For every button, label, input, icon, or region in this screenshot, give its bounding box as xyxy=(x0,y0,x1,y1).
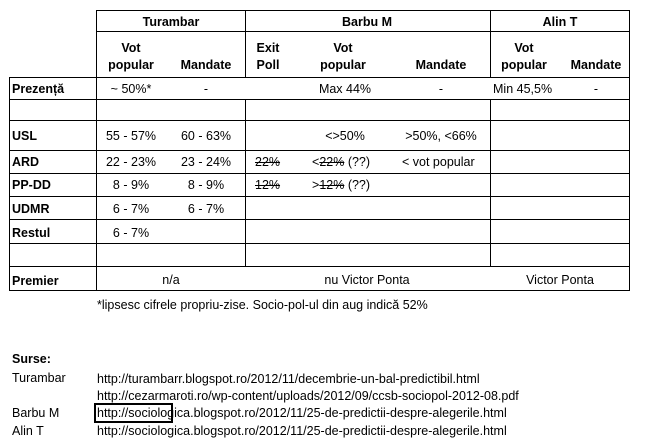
subheader-barbu-vot: popular xyxy=(320,58,366,72)
cell-ard-turambar-mandate: 23 - 24% xyxy=(180,155,232,169)
grid-line xyxy=(9,290,629,291)
row-label-ard: ARD xyxy=(12,155,40,169)
header-turambar: Turambar xyxy=(142,15,200,29)
cell-ard-barbu-vot-prefix: < xyxy=(312,155,320,169)
cell-ard-turambar-vot: 22 - 23% xyxy=(105,155,157,169)
footnote: *lipsesc cifrele propriu-zise. Socio-pol-ul din aug indică 52% xyxy=(97,298,428,312)
cell-premier-alin: Victor Ponta xyxy=(526,273,594,287)
cell-selection-box xyxy=(94,403,173,423)
cell-ppdd-turambar-mandate: 8 - 9% xyxy=(187,178,225,192)
grid-line xyxy=(9,173,629,174)
cell-ard-barbu-exit: 22% xyxy=(255,155,281,169)
grid-line xyxy=(490,99,491,267)
cell-premier-turambar: n/a xyxy=(162,273,180,287)
cell-usl-barbu-mandate: >50%, <66% xyxy=(405,129,477,143)
subheader-barbu-vot: Vot xyxy=(333,41,353,55)
grid-line xyxy=(96,31,629,32)
cell-ppdd-barbu-vot-suffix: (??) xyxy=(344,178,371,192)
cell-prezenta-barbu-vot: Max 44% xyxy=(318,82,372,96)
grid-line xyxy=(96,10,629,11)
cell-usl-barbu-vot: <>50% xyxy=(325,129,365,143)
grid-line xyxy=(9,77,10,291)
grid-line xyxy=(9,77,629,78)
subheader-alin-mandate: Mandate xyxy=(570,58,622,72)
cell-prezenta-turambar-mandate: - xyxy=(203,82,209,96)
cell-ppdd-barbu-vot-prefix: > xyxy=(312,178,320,192)
cell-prezenta-alin-vot: Min 45,5% xyxy=(493,82,553,96)
subheader-turambar-mandate: Mandate xyxy=(180,58,232,72)
row-label-premier: Premier xyxy=(12,274,59,288)
grid-line xyxy=(9,150,629,151)
subheader-barbu-exit: Exit xyxy=(256,41,280,55)
subheader-barbu-exit: Poll xyxy=(256,58,280,72)
row-label-udmr: UDMR xyxy=(12,202,50,216)
subheader-alin-vot: popular xyxy=(501,58,547,72)
cell-ard-barbu-mandate: < vot popular xyxy=(402,155,475,169)
source-url[interactable]: http://cezarmaroti.ro/wp-content/uploads/2012/09/ccsb-sociopol-2012-08.pdf xyxy=(97,389,519,403)
cell-ard-barbu-vot-struck: 22% xyxy=(319,155,345,169)
source-name: Barbu M xyxy=(12,406,60,420)
source-name: Alin T xyxy=(12,424,44,438)
cell-usl-turambar-mandate: 60 - 63% xyxy=(180,129,232,143)
subheader-turambar-vot: Vot xyxy=(121,41,141,55)
cell-ard-barbu-vot xyxy=(312,155,370,169)
row-label-prezenta: Prezență xyxy=(12,82,65,96)
header-alin: Alin T xyxy=(542,15,578,29)
row-label-ppdd: PP-DD xyxy=(12,178,51,192)
row-label-restul: Restul xyxy=(12,226,51,240)
source-name: Turambar xyxy=(12,371,66,385)
cell-prezenta-turambar-vot: ~ 50%* xyxy=(110,82,152,96)
subheader-turambar-vot: popular xyxy=(108,58,154,72)
grid-line xyxy=(245,99,246,267)
subheader-barbu-mandate: Mandate xyxy=(415,58,467,72)
cell-ppdd-barbu-vot xyxy=(312,178,370,192)
source-url[interactable]: http://sociologica.blogspot.ro/2012/11/25-de-predictii-despre-alegerile.html xyxy=(97,424,507,438)
grid-line xyxy=(9,243,629,244)
subheader-alin-vot: Vot xyxy=(514,41,534,55)
grid-line xyxy=(96,10,97,291)
grid-line xyxy=(9,120,629,121)
sources-title: Surse: xyxy=(12,352,51,366)
cell-udmr-turambar-vot: 6 - 7% xyxy=(112,202,150,216)
row-label-usl: USL xyxy=(12,129,37,143)
header-barbu: Barbu M xyxy=(342,15,392,29)
grid-line xyxy=(9,99,629,100)
cell-prezenta-barbu-mandate: - xyxy=(438,82,444,96)
grid-line xyxy=(629,10,630,291)
cell-prezenta-alin-mandate: - xyxy=(593,82,599,96)
source-url[interactable]: http://sociologica.blogspot.ro/2012/11/25-de-predictii-despre-alegerile.html xyxy=(97,406,507,420)
grid-line xyxy=(9,219,629,220)
cell-restul-turambar-vot: 6 - 7% xyxy=(112,226,150,240)
grid-line xyxy=(490,10,491,78)
cell-ard-barbu-vot-suffix: (??) xyxy=(344,155,371,169)
cell-ppdd-barbu-vot-struck: 12% xyxy=(319,178,345,192)
grid-line xyxy=(9,266,629,267)
cell-ppdd-barbu-exit: 12% xyxy=(255,178,281,192)
grid-line xyxy=(9,196,629,197)
source-url[interactable]: http://turambarr.blogspot.ro/2012/11/decembrie-un-bal-predictibil.html xyxy=(97,372,480,386)
cell-usl-turambar-vot: 55 - 57% xyxy=(105,129,157,143)
cell-ppdd-turambar-vot: 8 - 9% xyxy=(112,178,150,192)
cell-premier-barbu: nu Victor Ponta xyxy=(324,273,410,287)
cell-udmr-turambar-mandate: 6 - 7% xyxy=(187,202,225,216)
grid-line xyxy=(245,10,246,78)
